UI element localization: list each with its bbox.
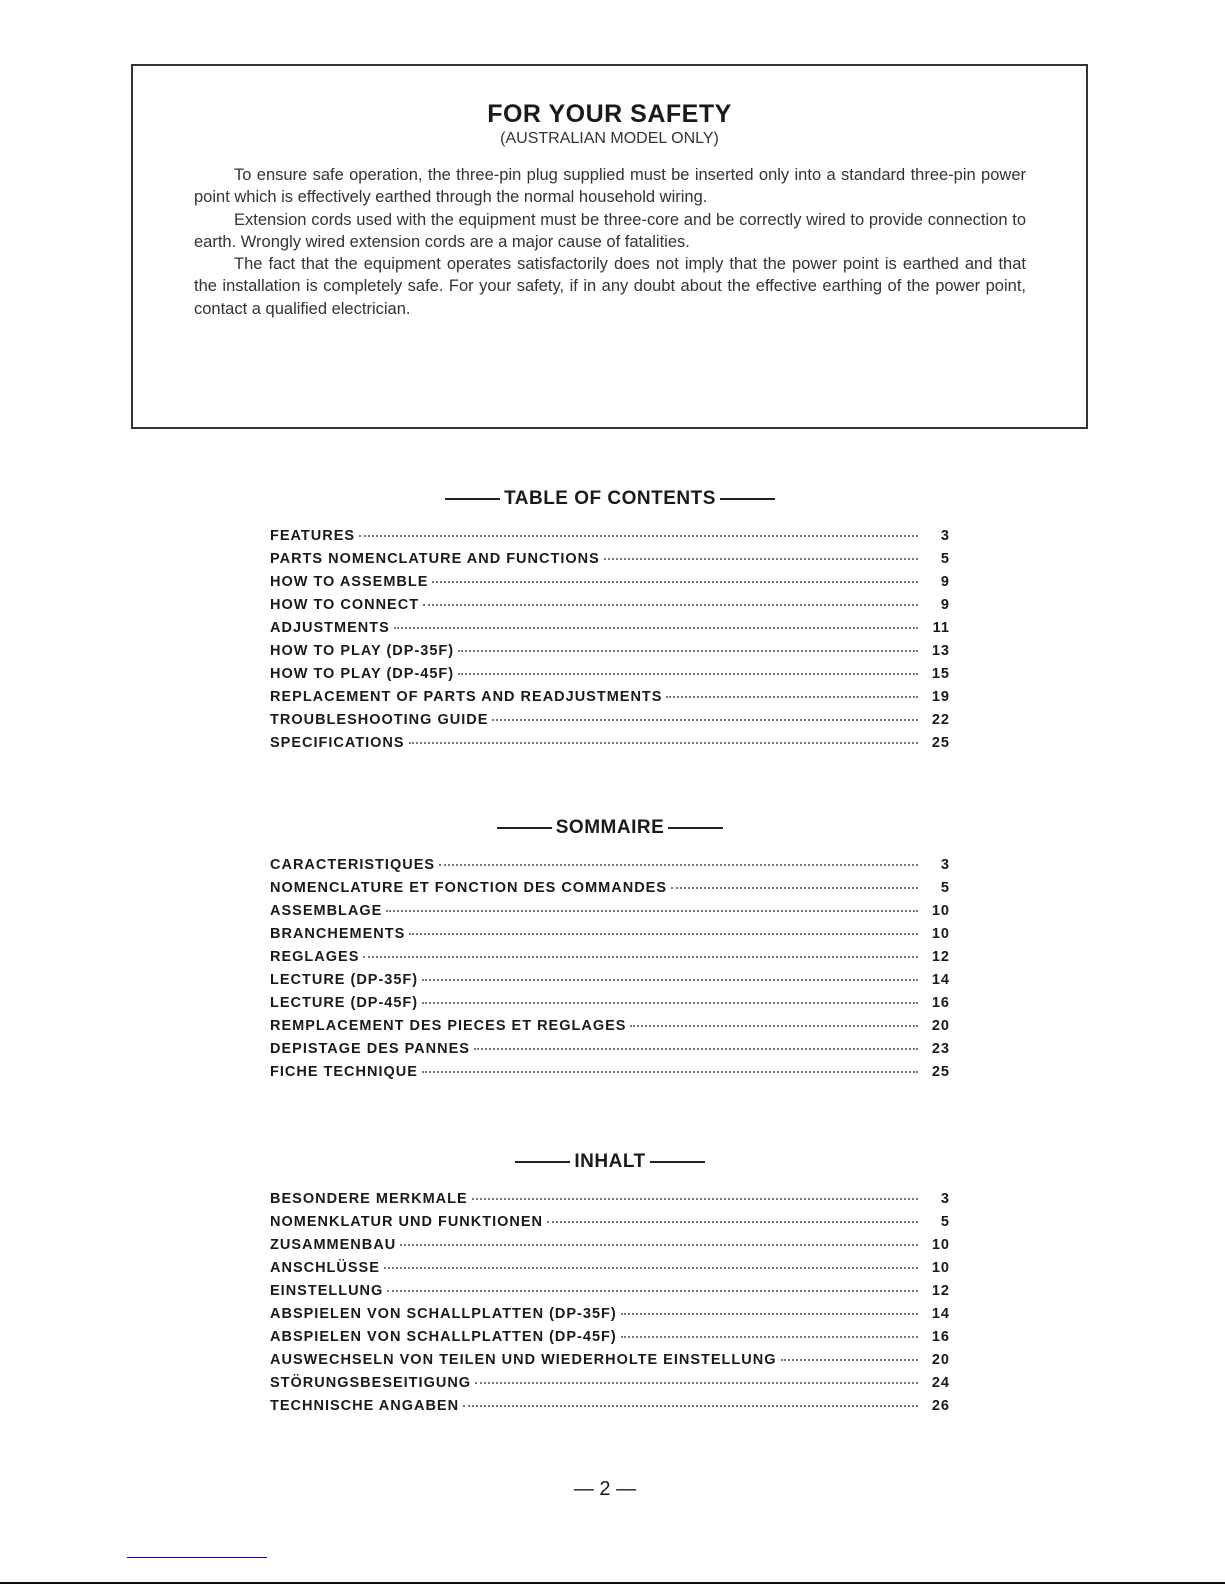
toc-entry-page: 25 <box>931 735 950 751</box>
safety-paragraph: The fact that the equipment operates satisfactorily does not imply that the power point is earthed and that the installation is completely safe. For your safety, if in any doubt about the effective earthing of the power point, contact a qualified electrician. <box>194 255 1026 318</box>
dot-leader <box>394 627 918 629</box>
heading-rule <box>650 1161 705 1163</box>
dot-leader <box>666 696 918 698</box>
dot-leader <box>359 535 918 537</box>
dot-leader <box>781 1359 919 1361</box>
toc-entry-label: ANSCHLÜSSE <box>270 1260 380 1276</box>
table-of-contents-english <box>270 488 950 758</box>
dot-leader <box>463 1405 918 1407</box>
heading-rule <box>668 827 723 829</box>
toc-entry <box>270 574 950 597</box>
table-of-contents-german <box>270 1151 950 1421</box>
toc-entry-label: FEATURES <box>270 528 356 544</box>
toc-entry <box>270 551 950 574</box>
toc-entry <box>270 620 950 643</box>
table-of-contents-french <box>270 817 950 1087</box>
toc-heading <box>270 488 950 510</box>
toc-entry <box>270 528 950 551</box>
toc-entry-page: 24 <box>931 1375 950 1391</box>
toc-entry-label: ABSPIELEN VON SCHALLPLATTEN (DP-45F) <box>270 1329 617 1345</box>
safety-paragraph: To ensure safe operation, the three-pin plug supplied must be inserted only into a standard three-pin power point which is effectively earthed through the normal household wiring. <box>194 166 1026 207</box>
toc-entry-page: 12 <box>931 1283 950 1299</box>
dot-leader <box>409 933 918 935</box>
toc-entry-page: 22 <box>931 712 950 728</box>
toc-heading <box>270 1151 950 1173</box>
heading-rule <box>720 498 775 500</box>
dot-leader <box>363 956 918 958</box>
toc-entry-label: REMPLACEMENT DES PIECES ET REGLAGES <box>270 1018 627 1034</box>
dot-leader <box>475 1382 918 1384</box>
toc-entry-page: 10 <box>931 1260 950 1276</box>
toc-entry-label: AUSWECHSELN VON TEILEN UND WIEDERHOLTE EINSTELLUNG <box>270 1352 777 1368</box>
toc-entry-page: 20 <box>931 1352 950 1368</box>
toc-entry <box>270 1283 950 1306</box>
toc-entry-page: 3 <box>940 528 950 544</box>
toc-entry-label: STÖRUNGSBESEITIGUNG <box>270 1375 472 1391</box>
toc-entry <box>270 712 950 735</box>
toc-entry-page: 12 <box>931 949 950 965</box>
toc-entry-label: HOW TO CONNECT <box>270 597 420 613</box>
toc-entry <box>270 857 950 880</box>
toc-entry-label: HOW TO PLAY (DP-35F) <box>270 643 455 659</box>
safety-body <box>194 164 1026 320</box>
toc-entry-page: 19 <box>931 689 950 705</box>
dot-leader <box>458 673 918 675</box>
toc-entry-label: FICHE TECHNIQUE <box>270 1064 418 1080</box>
toc-entry <box>270 1214 950 1237</box>
toc-entry-page: 26 <box>931 1398 950 1414</box>
toc-entry <box>270 643 950 666</box>
toc-entry-label: ASSEMBLAGE <box>270 903 383 919</box>
toc-entry-page: 3 <box>940 1191 950 1207</box>
toc-entry-label: SPECIFICATIONS <box>270 735 405 751</box>
toc-entry-label: EINSTELLUNG <box>270 1283 384 1299</box>
toc-entry-page: 11 <box>932 620 950 636</box>
toc-entry <box>270 1352 950 1375</box>
toc-entry-page: 20 <box>931 1018 950 1034</box>
toc-entry <box>270 689 950 712</box>
toc-entry-label: ADJUSTMENTS <box>270 620 390 636</box>
toc-entry-label: LECTURE (DP-45F) <box>270 995 419 1011</box>
toc-entry <box>270 1306 950 1329</box>
toc-entry <box>270 1191 950 1214</box>
dot-leader <box>492 719 918 721</box>
toc-entry-page: 10 <box>931 1237 950 1253</box>
toc-entry-label: HOW TO ASSEMBLE <box>270 574 429 590</box>
dot-leader <box>432 581 918 583</box>
toc-entry-label: NOMENCLATURE ET FONCTION DES COMMANDES <box>270 880 668 896</box>
toc-entry-page: 23 <box>931 1041 950 1057</box>
dot-leader <box>458 650 918 652</box>
safety-notice-box <box>131 64 1088 429</box>
toc-entry-page: 9 <box>940 574 950 590</box>
toc-entry-label: LECTURE (DP-35F) <box>270 972 419 988</box>
toc-entry-label: BESONDERE MERKMALE <box>270 1191 468 1207</box>
toc-entry <box>270 1041 950 1064</box>
toc-entry <box>270 1018 950 1041</box>
dot-leader <box>422 1002 918 1004</box>
dot-leader <box>384 1267 918 1269</box>
link-underline <box>127 1557 267 1558</box>
toc-entry-page: 14 <box>931 972 950 988</box>
page-bottom-rule <box>0 1582 1225 1584</box>
dot-leader <box>472 1198 918 1200</box>
toc-entry-page: 16 <box>931 995 950 1011</box>
heading-rule <box>445 498 500 500</box>
toc-entry <box>270 995 950 1018</box>
toc-entry <box>270 735 950 758</box>
toc-entry-label: NOMENKLATUR UND FUNKTIONEN <box>270 1214 544 1230</box>
toc-heading-text: TABLE OF CONTENTS <box>504 488 716 509</box>
toc-entry <box>270 880 950 903</box>
toc-entry-label: TECHNISCHE ANGABEN <box>270 1398 460 1414</box>
toc-entry-label: ABSPIELEN VON SCHALLPLATTEN (DP-35F) <box>270 1306 617 1322</box>
toc-entry-page: 13 <box>931 643 950 659</box>
toc-entry <box>270 1375 950 1398</box>
toc-entry-label: TROUBLESHOOTING GUIDE <box>270 712 489 728</box>
toc-entry <box>270 949 950 972</box>
toc-entry-label: ZUSAMMENBAU <box>270 1237 397 1253</box>
toc-entry <box>270 1064 950 1087</box>
toc-entry-label: PARTS NOMENCLATURE AND FUNCTIONS <box>270 551 600 567</box>
dot-leader <box>409 742 918 744</box>
toc-entry-page: 3 <box>940 857 950 873</box>
dot-leader <box>423 604 918 606</box>
dot-leader <box>400 1244 918 1246</box>
toc-entry-label: HOW TO PLAY (DP-45F) <box>270 666 455 682</box>
safety-paragraph: Extension cords used with the equipment must be three-core and be correctly wired to provide connection to earth. Wrongly wired extension cords are a major cause of fatalities. <box>194 210 1026 251</box>
toc-entry-page: 16 <box>931 1329 950 1345</box>
toc-entry-page: 10 <box>931 903 950 919</box>
dot-leader <box>621 1313 918 1315</box>
dot-leader <box>474 1048 918 1050</box>
dot-leader <box>547 1221 918 1223</box>
toc-entry-page: 9 <box>940 597 950 613</box>
toc-entry <box>270 597 950 620</box>
toc-entry <box>270 1237 950 1260</box>
dot-leader <box>387 1290 918 1292</box>
heading-rule <box>497 827 552 829</box>
toc-heading-text: SOMMAIRE <box>555 817 665 838</box>
toc-entry-page: 5 <box>940 551 950 567</box>
toc-entry-label: BRANCHEMENTS <box>270 926 406 942</box>
dot-leader <box>604 558 918 560</box>
dot-leader <box>439 864 918 866</box>
toc-entry-label: DEPISTAGE DES PANNES <box>270 1041 470 1057</box>
dot-leader <box>386 910 918 912</box>
toc-entry-label: REGLAGES <box>270 949 360 965</box>
toc-entry-page: 10 <box>931 926 950 942</box>
toc-entry-page: 15 <box>931 666 950 682</box>
toc-entry <box>270 1260 950 1283</box>
toc-entry-label: CARACTERISTIQUES <box>270 857 436 873</box>
toc-entry <box>270 972 950 995</box>
toc-entry-page: 5 <box>940 1214 950 1230</box>
dot-leader <box>422 979 918 981</box>
dot-leader <box>630 1025 918 1027</box>
dot-leader <box>621 1336 918 1338</box>
safety-subtitle: (AUSTRALIAN MODEL ONLY) <box>500 130 719 147</box>
dot-leader <box>671 887 918 889</box>
toc-heading-text: INHALT <box>574 1151 646 1172</box>
toc-entry <box>270 666 950 689</box>
heading-rule <box>515 1161 570 1163</box>
toc-entry-page: 14 <box>931 1306 950 1322</box>
toc-entry <box>270 903 950 926</box>
page-number: — 2 — <box>573 1478 637 1500</box>
toc-entry-label: REPLACEMENT OF PARTS AND READJUSTMENTS <box>270 689 663 705</box>
toc-entry <box>270 926 950 949</box>
dot-leader <box>422 1071 918 1073</box>
toc-heading <box>270 817 950 839</box>
toc-entry-page: 25 <box>931 1064 950 1080</box>
safety-title: FOR YOUR SAFETY <box>487 100 732 128</box>
toc-entry-page: 5 <box>940 880 950 896</box>
toc-entry <box>270 1329 950 1352</box>
toc-entry <box>270 1398 950 1421</box>
